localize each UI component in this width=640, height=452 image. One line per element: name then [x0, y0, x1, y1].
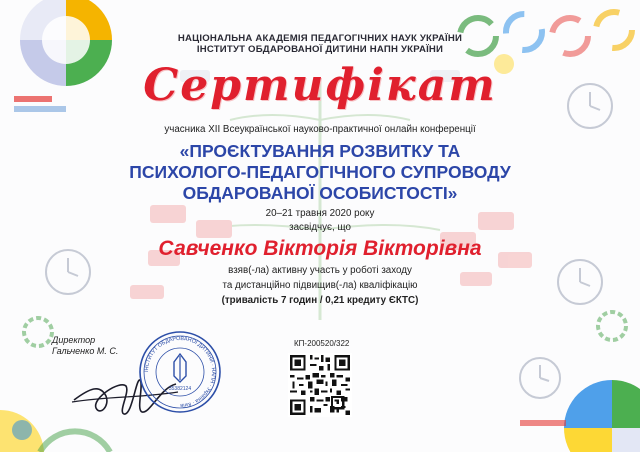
recipient-name: Савченко Вікторія Вікторівна — [158, 237, 482, 260]
conference-title-line-2: ПСИХОЛОГО-ПЕДАГОГІЧНОГО СУПРОВОДУ — [129, 162, 511, 182]
duration-text: (тривалість 7 годин / 0,21 кредиту ЄКТС) — [221, 295, 419, 306]
conference-date: 20–21 травня 2020 року — [265, 208, 375, 219]
pie-chart-decoration — [564, 380, 640, 452]
org-line-2: ІНСТИТУТ ОБДАРОВАНОЇ ДИТИНИ НАПН УКРАЇНИ — [196, 44, 444, 55]
signatory-block — [52, 335, 118, 357]
document-code: КП-200520/322 — [294, 339, 350, 348]
seal-stamp — [138, 330, 222, 414]
signatory-role: Директор — [52, 335, 96, 345]
certifies-text: засвідчує, що — [289, 222, 351, 233]
qualification-text: та дистанційно підвищив(-ла) кваліфікацію — [222, 280, 418, 291]
org-line-1: НАЦІОНАЛЬНА АКАДЕМІЯ ПЕДАГОГІЧНИХ НАУК УКРАЇНИ — [177, 33, 463, 44]
participant-line: учасника XII Всеукраїнської науково-практичної онлайн конференції — [164, 124, 476, 135]
seal-text: ІНСТИТУТ ОБДАРОВАНОЇ ДИТИНИ · НАПН · Україна · Київ — [143, 335, 217, 409]
certificate-title: Сертифікат — [143, 60, 497, 111]
conference-title-line-3: ОБДАРОВАНОЇ ОСОБИСТОСТІ» — [182, 183, 458, 203]
qr-code[interactable] — [288, 353, 352, 417]
participation-text: взяв(-ла) активну участь у роботі заходу — [228, 265, 412, 276]
signatory-name: Гальченко М. С. — [52, 346, 119, 356]
conference-title-line-1: «ПРОЄКТУВАННЯ РОЗВИТКУ ТА — [179, 141, 461, 161]
seal-code: 35382124 — [168, 386, 192, 392]
clock-icon — [520, 358, 560, 398]
